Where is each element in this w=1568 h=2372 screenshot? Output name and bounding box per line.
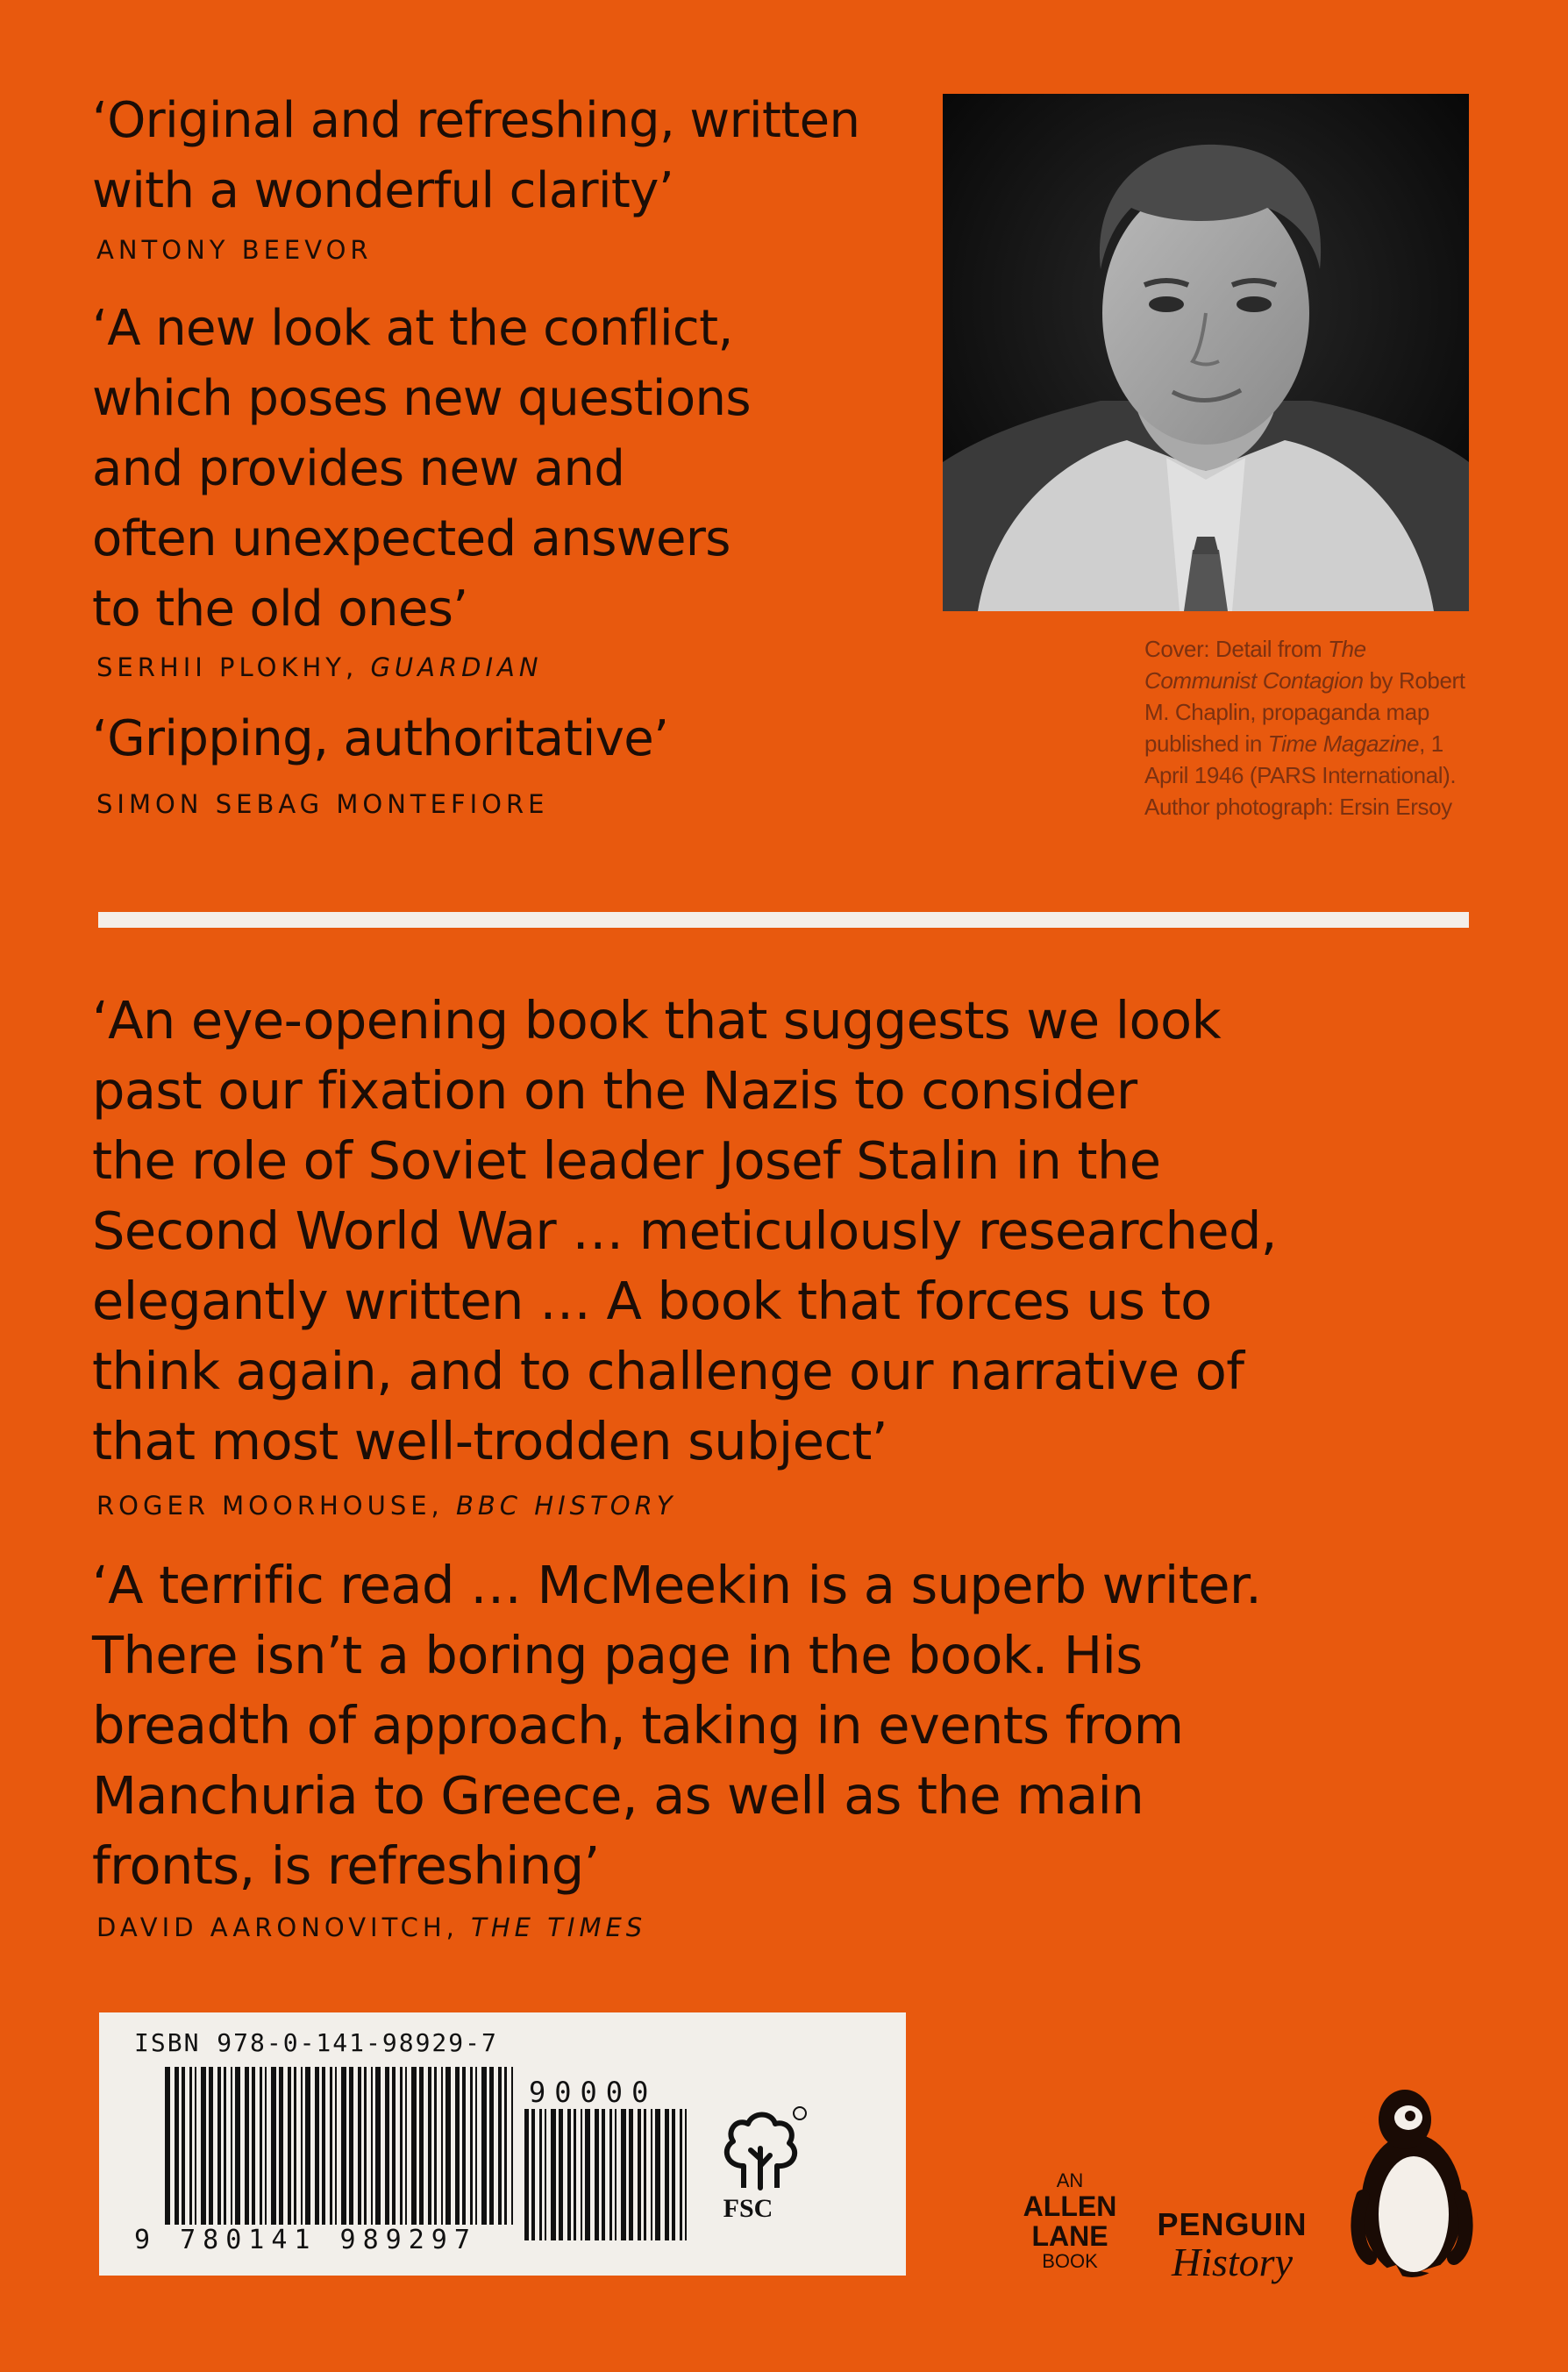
barcode-bar [315,2067,319,2225]
barcode-bar [271,2067,276,2225]
ean-barcode [165,2067,516,2225]
addon-barcode [524,2109,691,2240]
barcode-bar [445,2067,451,2225]
barcode-bar [305,2067,310,2225]
barcode-bar [385,2067,389,2225]
attribution-montefiore: SIMON SEBAG MONTEFIORE [96,789,549,819]
fsc-label: FSC [723,2194,773,2223]
barcode-bar [621,2109,626,2240]
barcode-bar [224,2067,226,2225]
barcode-bar [481,2067,487,2225]
barcode-bar [322,2067,325,2225]
barcode-bar [419,2067,424,2225]
barcode-bar [182,2067,185,2225]
barcode-bar [375,2067,381,2225]
barcode-bar [524,2109,529,2240]
quote-beevor: ‘Original and refreshing, written with a wonderful clarity’ [92,92,860,219]
barcode-bar [189,2067,192,2225]
section-divider [98,912,1469,928]
barcode-bar [574,2109,576,2240]
allen-an: AN [1056,2169,1084,2191]
barcode-bar [489,2067,494,2225]
quote-aaronovitch: ‘A terrific read … McMeekin is a superb writer. There isn’t a boring page in the book. His breadth of approach, taking in events from Manchuria to Greece, as well as the main fronts, is refreshing’ [92,1555,1262,1896]
barcode-bar [288,2067,291,2225]
allen-name-1: ALLEN [1023,2190,1117,2222]
barcode-bar [441,2067,443,2225]
quote-moorhouse: ‘An eye-opening book that suggests we look past our fixation on the Nazis to consider the role of Soviet leader Josef Stalin in the Second World War … meticulously researched, elegantly written … A book that forces us to think again, and to challenge our narrative of that most well-trodden subject’ [92,990,1277,1471]
barcode-bar [294,2067,296,2225]
attribution-beevor: ANTONY BEEVOR [96,235,373,265]
quote-montefiore: ‘Gripping, authoritative’ [92,710,669,767]
isbn-label: ISBN 978-0-141-98929-7 [134,2028,498,2057]
barcode-bar [581,2109,582,2240]
barcode-bar [279,2067,283,2225]
barcode-panel [99,2012,906,2276]
barcode-bar [231,2067,232,2225]
barcode-bar [609,2109,612,2240]
cover-credits: Cover: Detail from The Communist Contagion by Robert M. Chaplin, propaganda map published in Time Magazine, 1 April 1946 (PARS International). Author photograph: Ersin Ersoy [1144,636,1465,820]
barcode-bar [545,2109,546,2240]
allen-lane-logo [1017,2170,1123,2272]
barcode-bar [504,2067,507,2225]
barcode-bar [400,2067,403,2225]
barcode-bar [655,2109,660,2240]
barcode-bar [638,2109,641,2240]
author-portrait-illustration [943,94,1469,611]
barcode-bar [567,2109,571,2240]
barcode-bar [260,2067,262,2225]
barcode-bar [672,2109,675,2240]
barcode-bar [195,2067,196,2225]
attribution-plokhy: SERHII PLOKHY, GUARDIAN [96,652,543,682]
barcode-bar [615,2109,617,2240]
barcode-bar [559,2109,563,2240]
barcode-bar [470,2067,473,2225]
barcode-bar [341,2067,346,2225]
barcode-bar [392,2067,396,2225]
barcode-bar [665,2109,669,2240]
penguin-history-logo [1153,2207,1311,2283]
barcode-bar [511,2067,513,2225]
attribution-moorhouse: ROGER MOORHOUSE, BBC HISTORY [96,1491,677,1521]
barcode-bar [462,2067,466,2225]
barcode-bar [595,2109,599,2240]
barcode-bar [217,2067,221,2225]
barcode-bar [411,2067,417,2225]
allen-name-2: LANE [1031,2220,1108,2252]
barcode-bar [201,2067,206,2225]
barcode-bar [651,2109,652,2240]
barcode-bar [685,2109,687,2240]
barcode-bar [585,2109,590,2240]
barcode-bar [364,2067,367,2225]
allen-book: BOOK [1042,2250,1098,2272]
barcode-bar [165,2067,170,2225]
barcode-bar [551,2109,556,2240]
barcode-bar [539,2109,542,2240]
barcode-bar [301,2067,303,2225]
barcode-bar [330,2067,332,2225]
history-label: History [1172,2240,1293,2284]
barcode-bar [434,2067,437,2225]
barcode-bar [405,2067,407,2225]
penguin-icon [1351,2083,1473,2284]
barcode-bar [209,2067,213,2225]
barcode-bar [455,2067,460,2225]
barcode-bar [498,2067,502,2225]
barcode-bar [475,2067,477,2225]
barcode-bar [265,2067,267,2225]
barcode-bar [349,2067,353,2225]
attribution-aaronovitch: DAVID AARONOVITCH, THE TIMES [96,1913,647,1942]
barcode-bar [428,2067,431,2225]
barcode-bar [629,2109,633,2240]
barcode-bar [335,2067,337,2225]
author-photo [943,94,1469,611]
barcode-bar [175,2067,179,2225]
barcode-bar [371,2067,373,2225]
fsc-logo [709,2105,814,2227]
barcode-bar [358,2067,361,2225]
quote-plokhy: ‘A new look at the conflict, which poses new questions and provides new and often unexpected answers to the old ones’ [92,300,752,638]
penguin-label: PENGUIN [1157,2206,1308,2242]
addon-digits: 90000 [529,2076,658,2109]
barcode-bar [252,2067,255,2225]
barcode-bar [680,2109,682,2240]
barcode-bar [644,2109,646,2240]
barcode-bar [245,2067,249,2225]
fsc-tree-icon [709,2105,814,2201]
ean-digits: 9 780141 989297 [134,2225,477,2255]
barcode-bar [602,2109,605,2240]
barcode-bar [531,2109,535,2240]
barcode-bar [235,2067,240,2225]
